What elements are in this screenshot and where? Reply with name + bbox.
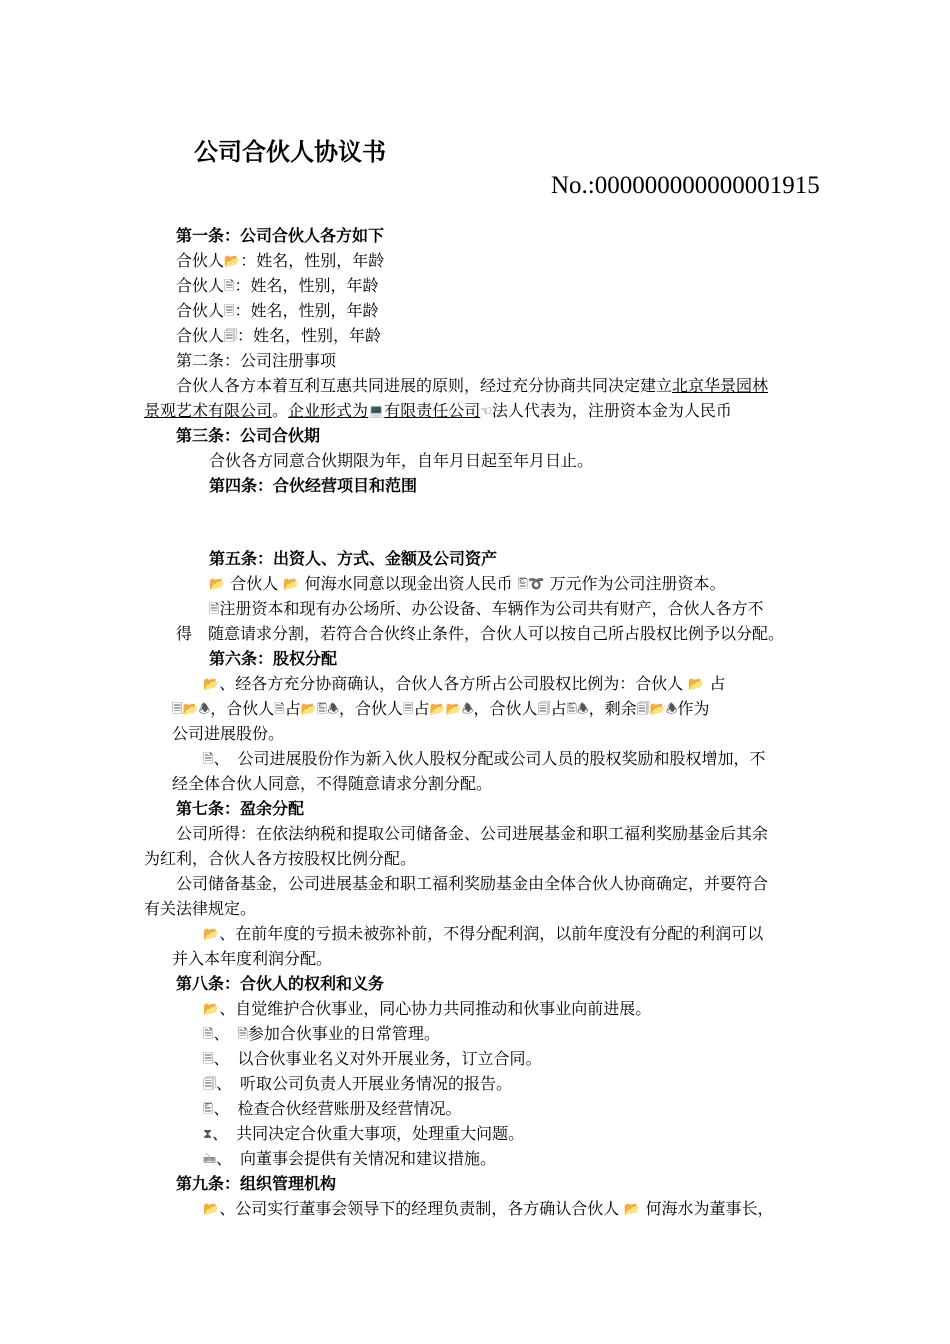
folder-icon: 📂	[209, 577, 226, 592]
sheet-icon: 🗐	[224, 329, 238, 344]
folder-icon: 📂	[300, 702, 317, 717]
section-heading: 第八条：合伙人的权利和义务	[176, 974, 385, 993]
folder-icon: 📂	[224, 254, 241, 269]
card-icon: 🖺	[566, 702, 578, 717]
line-text: 合伙人	[176, 251, 225, 270]
document-line	[172, 724, 284, 744]
folder-icon: 📂	[649, 702, 666, 717]
folder-icon: 📂	[203, 1202, 220, 1217]
document-line	[176, 799, 304, 819]
line-text: 作为	[677, 699, 710, 718]
document-line	[203, 1149, 496, 1170]
document-line	[203, 674, 726, 695]
document-line	[144, 401, 732, 422]
line-text: 、公司实行董事会领导下的经理负责制，各方确认合伙人	[219, 1199, 625, 1218]
document-line	[203, 1074, 512, 1095]
line-text: 得 随意请求分割，若符合合伙终止条件，合伙人可以按自己所占股权比例予以分配。	[176, 624, 785, 643]
line-text: 法人代表为，注册资本金为人民币	[491, 401, 732, 420]
line-text: 参加合伙事业的日常管理。	[247, 1024, 440, 1043]
document-line	[203, 1099, 461, 1120]
line-text: 合伙人	[176, 276, 225, 295]
card-icon: 🖺	[203, 1102, 214, 1117]
document-line	[209, 549, 497, 569]
keyboard-icon: 🖮	[203, 1152, 217, 1167]
line-text: 公司所得：在依法纳税和提取公司储备金、公司进展基金和职工福利奖励基金后其余	[176, 824, 769, 843]
document-line	[209, 574, 725, 595]
bell-icon: 🕭	[198, 702, 211, 717]
line-text: 合伙人各方本着互利互惠共同进展的原则，经过充分协商共同决定建立	[176, 376, 673, 395]
folder-icon: 📂	[203, 927, 220, 942]
document-line	[176, 974, 384, 994]
line-text: 企业形式为	[288, 401, 369, 420]
hourglass-icon: ⧗	[203, 1127, 213, 1142]
document-line	[209, 476, 417, 496]
folder-icon: 📂	[429, 702, 446, 717]
document-line	[172, 699, 710, 720]
bell-icon: 🕭	[327, 702, 340, 717]
line-text: 、 听取公司负责人开展业务情况的报告。	[216, 1074, 513, 1093]
document-line	[176, 824, 768, 844]
section-heading: 第六条：股权分配	[209, 649, 338, 668]
line-text: 何海水为董事长，	[640, 1199, 774, 1218]
folder-icon: 📂	[203, 677, 220, 692]
section-heading: 第五条：出资人、方式、金额及公司资产	[209, 549, 498, 568]
section-heading: 第三条：公司合伙期	[176, 426, 321, 445]
line-text: 占	[704, 674, 726, 693]
document-line	[203, 1199, 774, 1220]
computer-icon: 💻	[368, 404, 385, 419]
line-text: 注册资本和现有办公场所、办公设备、车辆作为公司共有财产，合伙人各方不	[219, 599, 764, 618]
section-heading: 第九条：组织管理机构	[176, 1174, 337, 1193]
line-text: 、 以合伙事业名义对外开展业务，订立合同。	[213, 1049, 542, 1068]
document-line	[209, 451, 593, 471]
line-text: 、经各方充分协商确认，合伙人各方所占公司股权比例为：合伙人	[219, 674, 689, 693]
line-text: 有限责任公司	[384, 401, 481, 420]
doc-icon: 🗎	[209, 602, 220, 617]
line-text: 占	[284, 699, 301, 718]
line-text: 北京华景园林	[672, 376, 769, 395]
section-heading: 第一条：公司合伙人各方如下	[176, 226, 385, 245]
document-line	[176, 1174, 336, 1194]
line-text: ，合伙人	[473, 699, 538, 718]
line-text: ：姓名，性别，年龄	[240, 251, 385, 270]
document-line	[203, 924, 763, 945]
doc-icon: 🗎	[203, 1027, 214, 1042]
sheet-icon: 🗐	[537, 702, 551, 717]
loop-icon: ➰	[528, 577, 545, 592]
line-text: 第二条：公司注册事项	[176, 351, 337, 370]
document-line	[203, 1124, 524, 1145]
folder-icon: 📂	[624, 1202, 641, 1217]
document-line	[209, 649, 337, 669]
document-number: No.:000000000000001915	[551, 172, 820, 199]
document-line	[144, 849, 416, 869]
document-line	[172, 949, 332, 969]
line-text: 经全体合伙人同意，不得随意请求分割分配。	[172, 774, 493, 793]
line-text: 、 共同决定合伙重大事项，处理重大问题。	[212, 1124, 525, 1143]
line-text: 并入本年度利润分配。	[172, 949, 333, 968]
bell-icon: 🕭	[577, 702, 589, 717]
document-line	[209, 599, 763, 620]
line-text: ，剩余	[588, 699, 637, 718]
line-text: 。	[272, 401, 289, 420]
doc-icon: 🗎	[203, 752, 214, 767]
line-text: 何海水同意以现金出资人民币	[299, 574, 518, 593]
folder-icon: 📂	[688, 677, 705, 692]
line-text: 、自觉维护合伙事业，同心协力共同推动和伙事业向前进展。	[219, 999, 652, 1018]
line-text: ：姓名，性别，年龄	[237, 326, 382, 345]
sheet-icon: 🗐	[636, 702, 650, 717]
line-text: 、	[213, 1024, 238, 1043]
document-line	[203, 1024, 440, 1045]
doc-icon: 🗎	[237, 1027, 248, 1042]
line-text: 合伙人	[225, 574, 284, 593]
line-text: 合伙各方同意合伙期限为年，自年月日起至年月日止。	[209, 451, 594, 470]
document-line	[176, 376, 768, 396]
sheet-icon: 🗐	[203, 1077, 216, 1092]
document-line	[176, 276, 378, 297]
folder-icon: 📂	[283, 577, 300, 592]
document-line	[176, 301, 378, 322]
line-text: ：姓名，性别，年龄	[234, 276, 379, 295]
document-line	[203, 749, 765, 770]
section-heading: 第七条：盈余分配	[176, 799, 305, 818]
line-text: 占	[413, 699, 430, 718]
line-text: 景观艺术有限公司	[144, 401, 273, 420]
line-text: ，合伙人	[339, 699, 404, 718]
line-text: 为红利，合伙人各方按股权比例分配。	[144, 849, 417, 868]
line-text: ：姓名，性别，年龄	[234, 301, 379, 320]
bell-icon: 🕭	[665, 702, 678, 717]
section-heading: 第四条：合伙经营项目和范围	[209, 476, 418, 495]
list-icon: 🗏	[172, 702, 183, 717]
list-icon: 🗏	[403, 702, 414, 717]
line-text: 有关法律规定。	[144, 899, 257, 918]
line-text: 、 检查合伙经营账册及经营情况。	[213, 1099, 462, 1118]
line-text: 占	[550, 699, 567, 718]
line-text: 公司进展股份。	[172, 724, 285, 743]
line-text: 公司储备基金，公司进展基金和职工福利奖励基金由全体合伙人协商确定，并要符合	[176, 874, 769, 893]
document-title: 公司合伙人协议书	[194, 138, 386, 166]
line-text: 合伙人	[176, 326, 225, 345]
line-text: 、 公司进展股份作为新入伙人股权分配或公司人员的股权奖励和股权增加，不	[213, 749, 766, 768]
doc-icon: 🗎	[274, 702, 285, 717]
document-line	[176, 226, 384, 246]
line-text: 、在前年度的亏损未被弥补前，不得分配利润，以前年度没有分配的利润可以	[219, 924, 764, 943]
line-text: ，合伙人	[210, 699, 275, 718]
folder-icon: 📂	[182, 702, 199, 717]
document-line	[176, 351, 336, 371]
list-icon: 🗏	[203, 1052, 214, 1067]
list-icon: 🗏	[224, 304, 235, 319]
document-line	[176, 874, 768, 894]
doc-icon: 🗎	[224, 279, 235, 294]
document-line	[203, 999, 651, 1020]
folder-icon: 📂	[445, 702, 462, 717]
document-line	[176, 326, 381, 347]
document-line	[176, 426, 320, 446]
card-icon: 🖺	[517, 577, 529, 592]
line-text: 合伙人	[176, 301, 225, 320]
card-icon: 🖺	[316, 702, 328, 717]
folder-icon: 📂	[203, 1002, 220, 1017]
line-text: 、 向董事会提供有关情况和建议措施。	[216, 1149, 497, 1168]
document-line	[176, 624, 784, 644]
document-line	[176, 251, 384, 272]
line-text: 万元作为公司注册资本。	[544, 574, 726, 593]
hand-icon: ☜	[480, 404, 492, 419]
document-line	[144, 899, 256, 919]
document-line	[203, 1049, 541, 1070]
bell-icon: 🕭	[461, 702, 474, 717]
document-line	[172, 774, 492, 794]
